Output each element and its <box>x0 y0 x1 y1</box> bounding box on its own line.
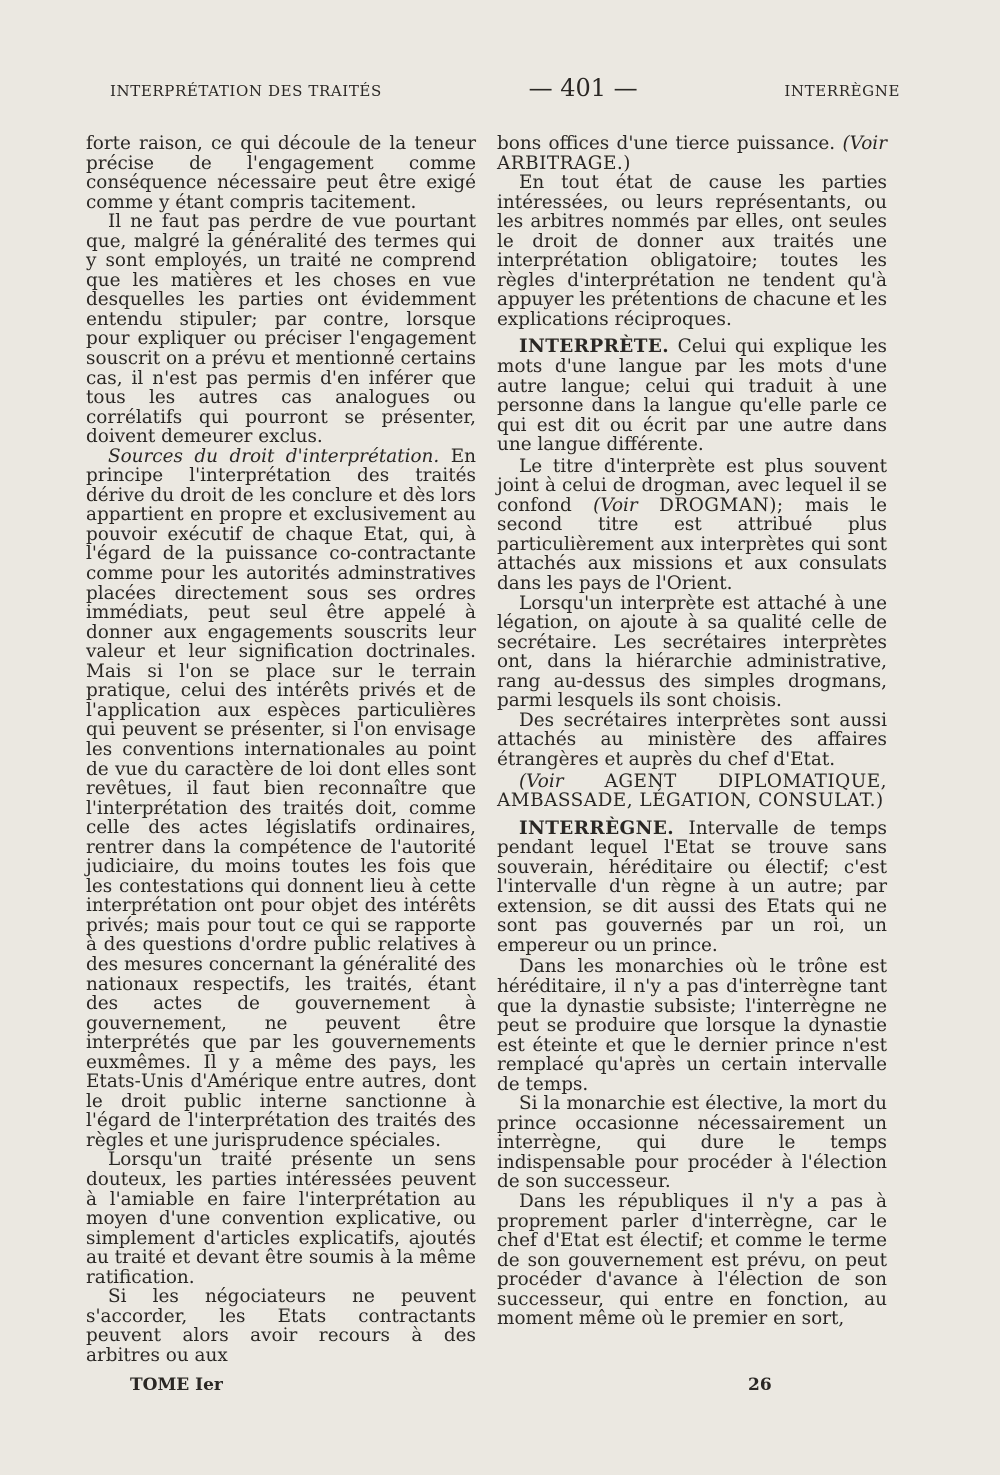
paragraph: Lorsqu'un interprète est attaché à une légation, on ajoute à sa qualité celle de secrétaire. Les secrétaires interprètes ont, dans la hiérarchie administrative, rang au-dessus des simples drogmans, parmi lesquels ils sont choisis. <box>497 592 887 712</box>
paragraph: Si les négociateurs ne peuvent s'accorder, les Etats contractants peuvent alors avoir recours à des arbitres ou aux <box>86 1286 476 1366</box>
left-column <box>86 134 476 1365</box>
signature-mark: 26 <box>748 1375 772 1395</box>
see-also-line <box>497 772 887 811</box>
paragraph: Il ne faut pas perdre de vue pourtant que, malgré la généralité des termes qui y sont employés, un traité ne comprend que les matières et les choses en vue desquelles les parties ont évidemment entendu stipuler; par contre, lorsque pour expliquer ou préciser l'engagement souscrit on a prévu et mentionné certains cas, il n'est pas permis d'en inférer que tous les autres cas analogues ou corrélatifs qui pourront se présenter, doivent demeurer exclus. <box>86 211 476 448</box>
paragraph <box>497 457 887 594</box>
cross-reference: DROGMAN); <box>659 494 784 516</box>
cross-reference: AGENT DIPLOMATIQUE, AMBASSADE, LÉGATION, CONSULAT.) <box>497 770 887 812</box>
entry-headword: INTERRÈGNE. <box>519 817 675 839</box>
paragraph: Si la monarchie est élective, la mort du prince occasionne nécessairement un interrègne, qui dure le temps indispensable pour procéder à l'élection de son successeur. <box>497 1093 887 1193</box>
running-header <box>110 74 900 104</box>
see-also-marker: (Voir <box>842 133 887 154</box>
volume-label: TOME Ier <box>130 1375 223 1395</box>
paragraph-text: mais le second titre est attribué plus particulièrement aux interprètes qui sont attachés aux missions et aux consulats dans les pays de l'Orient. <box>497 494 887 595</box>
section-subtitle: Sources du droit d'interprétation. <box>108 445 440 467</box>
paragraph <box>86 447 476 1151</box>
paragraph: En tout état de cause les parties intéressées, ou leurs représentants, ou les arbitres nommés par elles, ont seules le droit de donner aux traités une interprétation obligatoire; toutes les règles d'interprétation ne tendent qu'à appuyer les prétentions de chacune et les explications réciproques. <box>497 172 888 330</box>
dictionary-entry-interregne <box>497 819 887 956</box>
paragraph: Lorsqu'un traité présente un sens douteux, les parties intéressées peuvent à l'amiable en faire l'interprétation au moyen d'une convention explicative, ou simplement d'articles explicatifs, ajoutés au traité et devant être soumis à la même ratification. <box>86 1149 476 1288</box>
right-column <box>497 134 887 1329</box>
paragraph: Dans les républiques il n'y a pas à proprement parler d'interrègne, car le chef d'Etat est électif; et comme le terme de son gouvernement est prévu, on peut procéder d'avance à l'élection de son successeur, qui entre en fonction, au moment même où le premier en sort, <box>497 1190 887 1330</box>
paragraph-text: Le titre d'interprète est plus souvent joint à celui de drogman, avec lequel il se confond <box>497 455 887 516</box>
cross-reference: ARBITRAGE.) <box>497 152 631 174</box>
paragraph: Dans les monarchies où le trône est héréditaire, il n'y a pas d'interrègne tant que la dynastie subsiste; l'interrègne ne peut se produire que lorsque la dynastie est éteinte et que le dernier prince n'est remplacé qu'après un certain intervalle de temps. <box>497 956 887 1095</box>
paragraph: Des secrétaires interprètes sont aussi attachés au ministère des affaires étrangères et auprès du chef d'Etat. <box>497 709 887 770</box>
entry-headword: INTERPRÈTE. <box>519 336 670 358</box>
paragraph-text: Celui qui explique les mots d'une langue par les mots d'une autre langue; celui qui traduit à une personne dans la langue qu'elle parle ce qui est dit ou écrit par une autre dans une langue différente. <box>497 336 887 456</box>
dictionary-entry-interprete <box>497 337 887 454</box>
see-also-marker: (Voir <box>519 770 564 792</box>
paragraph <box>497 134 887 173</box>
page-number: — 401 — <box>528 74 638 102</box>
paragraph-text: En principe l'interprétation des traités dérive du droit de les conclure et dès lors appartient en propre et exclusivement au pouvoir exécutif de chaque Etat, qui, à l'égard de la puissance co-contractante comme pour les autorités adminstratives placées directement sous ses ordres immédiats, peut seul être appelé à donner aux engagements souscrits leur valeur et leur signification doctrinales. Mais si l'on se place sur le terrain pratique, celui des intérêts privés et de l'application aux espèces particulières qui peuvent se présenter, si l'on envisage les conventions internationales au point de vue du caractère de loi dont elles sont revêtues, il faut bien reconnaître que l'interprétation des traités doit, comme celle des actes législatifs ordinaires, rentrer dans la compétence de l'autorité judiciaire, du moins toutes les fois que les contestations qui donnent lieu à cette interprétation ont pour objet des intérêts privés; mais pour tout ce qui se rapporte à des questions d'ordre public relatives à des mesures concernant la généralité des nationaux respectifs, les traités, étant des actes de gouvernement à gouvernement, ne peuvent être interprétés que par les gouvernements euxmêmes. Il y a même des pays, les Etats-Unis d'Amérique entre autres, dont le droit public interne sanctionne à l'égard de l'interprétation des traités des règles et une jurisprudence spéciales. <box>86 445 476 1151</box>
paragraph-text: bons offices d'une tierce puissance. <box>497 133 836 154</box>
see-also-marker: (Voir <box>593 494 638 516</box>
header-left-title: INTERPRÉTATION DES TRAITÉS <box>110 82 382 100</box>
paragraph: forte raison, ce qui découle de la teneur précise de l'engagement comme conséquence nécessaire peut être exigé comme y étant compris tacitement. <box>86 133 476 213</box>
header-right-title: INTERRÈGNE <box>784 82 900 100</box>
paragraph-text: Intervalle de temps pendant lequel l'Etat se trouve sans souverain, héréditaire ou électif; c'est l'intervalle d'un règne à un autre; par extension, se dit aussi des Etats qui ne sont pas gouvernés par un roi, un empereur ou un prince. <box>497 817 887 956</box>
